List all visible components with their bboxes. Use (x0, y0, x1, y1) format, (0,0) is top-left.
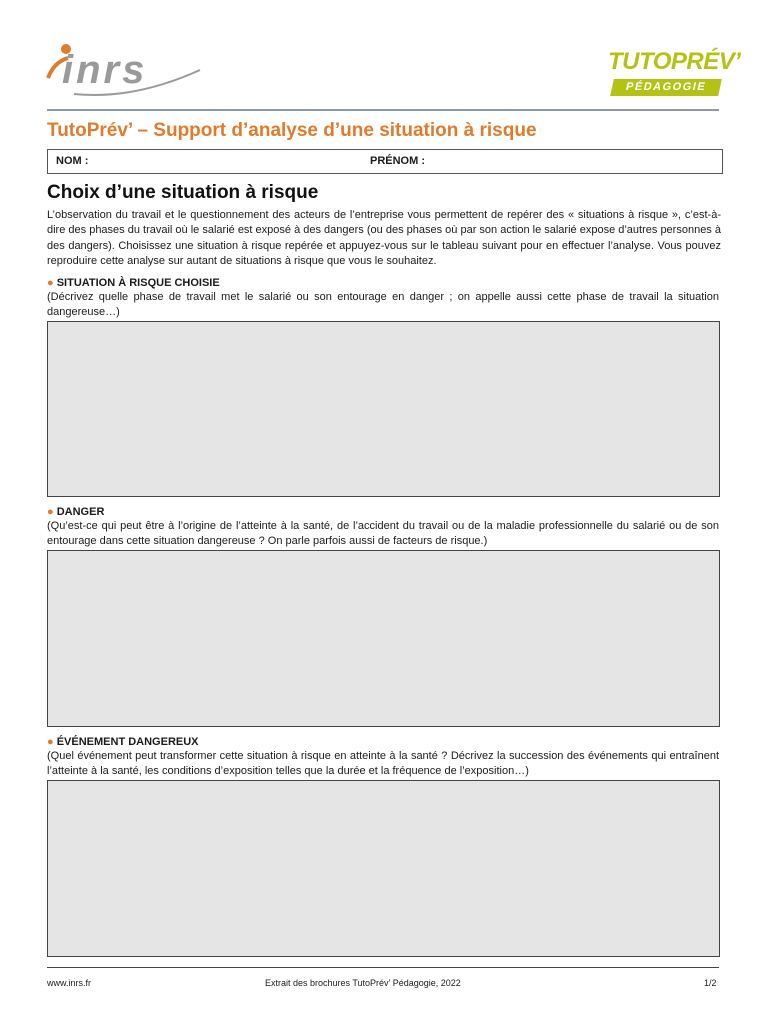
identity-box (47, 149, 723, 174)
danger-answer-box[interactable] (47, 550, 720, 727)
bullet-icon: ● (47, 277, 54, 289)
inrs-logo (44, 40, 204, 100)
evenement-label (47, 736, 199, 748)
footer-divider (47, 967, 719, 968)
footer-page-number: 1/2 (704, 978, 717, 988)
document-title: TutoPrév’ – Support d’analyse d’une situation à risque (47, 120, 537, 141)
footer-website[interactable]: www.inrs.fr (47, 978, 92, 988)
evenement-label-text: ÉVÉNEMENT DANGEREUX (56, 736, 199, 748)
prenom-field-label[interactable]: PRÉNOM : (370, 155, 425, 167)
situation-label (47, 277, 220, 289)
pedagogie-badge: PÉDAGOGIE (610, 79, 722, 96)
footer-source: Extrait des brochures TutoPrév’ Pédagogie, 2022 (265, 978, 461, 988)
section-intro: L’observation du travail et le questionnement des acteurs de l’entreprise vous permettent de repérer des « situations à risque », c’est-à-dire des phases du travail où le salarié est exposé à des dangers (ou des phases où par son action le salarié expose d’autres personnes à des dangers). Choisissez une situation à risque repérée et appuyez-vous sur le tableau suivant pour en effectuer l’analyse. Vous pouvez reproduire cette analyse sur autant de situations à risque que vous le souhaitez. (47, 209, 721, 268)
bullet-icon: ● (47, 506, 54, 518)
danger-description: (Qu’est-ce qui peut être à l’origine de l’atteinte à la santé, de l’accident du travail ou de la maladie professionnelle du salarié ou de son entourage dans cette situation dangereuse ? On parle parfois aussi de facteurs de risque.) (47, 520, 719, 547)
tutoprev-logo (600, 48, 741, 100)
situation-description: (Décrivez quelle phase de travail met le salarié ou son entourage en danger ; on appelle aussi cette phase de travail la situation dangereuse…) (47, 291, 719, 318)
danger-label (47, 506, 104, 518)
evenement-answer-box[interactable] (47, 780, 720, 957)
nom-field-label[interactable]: NOM : (56, 155, 89, 167)
header-divider (47, 109, 719, 111)
situation-label-text: SITUATION À RISQUE CHOISIE (56, 277, 220, 289)
bullet-icon: ● (47, 736, 54, 748)
section-heading: Choix d’une situation à risque (47, 182, 319, 203)
tutoprev-logo-text: TUTOPRÉV’ (608, 48, 741, 75)
inrs-logo-text: inrs (62, 48, 148, 92)
situation-answer-box[interactable] (47, 321, 720, 497)
evenement-description: (Quel événement peut transformer cette situation à risque en atteinte à la santé ? Décrivez la succession des événements qui entraînent l’atteinte à la santé, les conditions d’exposition telles que la durée et la fréquence de l’exposition…) (47, 750, 719, 777)
danger-label-text: DANGER (56, 506, 105, 518)
